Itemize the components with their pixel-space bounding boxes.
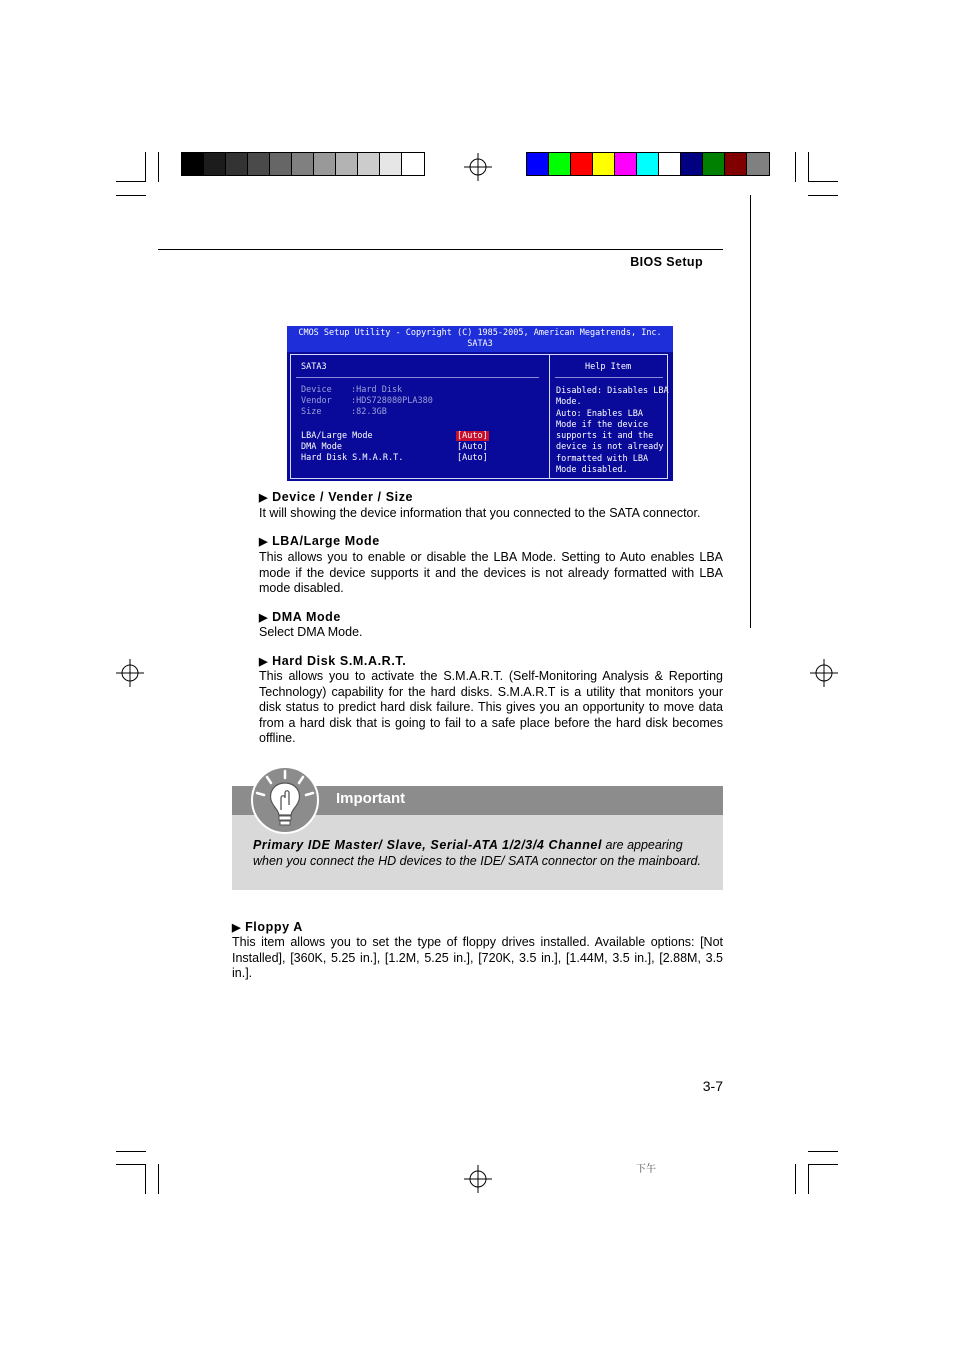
color-swatch	[725, 153, 747, 175]
bios-divider	[549, 354, 550, 479]
page-number: 3-7	[702, 1078, 723, 1094]
color-swatch	[681, 153, 703, 175]
bios-setting-dma[interactable]: DMA Mode	[301, 442, 342, 452]
color-swatch	[182, 153, 204, 175]
bios-panel-title: SATA3	[301, 362, 327, 372]
important-body-text: are appearing when you connect the HD devices to the IDE/ SATA connector on the mainboard.	[253, 838, 701, 868]
bios-setting-lba-value[interactable]	[456, 431, 489, 442]
color-swatch	[358, 153, 380, 175]
item-heading: ▶ Hard Disk S.M.A.R.T.	[259, 654, 407, 668]
color-swatch	[637, 153, 659, 175]
registration-crosshair-icon	[116, 659, 144, 687]
bios-info-value: :82.3GB	[351, 407, 387, 417]
bios-help-title: Help Item	[585, 362, 632, 372]
item-title: DMA Mode	[272, 610, 341, 624]
bios-copyright-line: CMOS Setup Utility - Copyright (C) 1985-2005, American Megatrends, Inc.	[298, 328, 662, 338]
color-swatch	[747, 153, 769, 175]
bios-screen-name: SATA3	[467, 339, 493, 349]
color-swatch	[659, 153, 681, 175]
color-swatch	[402, 153, 424, 175]
item-description: Select DMA Mode.	[259, 625, 363, 639]
bios-separator	[296, 377, 539, 378]
gray-color-bar	[181, 152, 425, 176]
color-swatch	[615, 153, 637, 175]
color-swatch	[527, 153, 549, 175]
item-heading: ▶ DMA Mode	[259, 610, 341, 624]
important-title: Important	[336, 790, 406, 807]
item-heading: ▶ LBA/Large Mode	[259, 534, 380, 548]
item-title: LBA/Large Mode	[272, 534, 380, 548]
color-bar	[526, 152, 770, 176]
bios-help-text: Disabled: Disables LBA Mode. Auto: Enables LBA Mode if the device supports it and the device is not already formatted with LBA Mode disabled.	[556, 386, 669, 476]
item-title: Device / Vender / Size	[272, 490, 414, 504]
item-description: This allows you to enable or disable the LBA Mode. Setting to Auto enables LBA mode if the device supports it and the devices is not already formatted with LBA mode disabled.	[259, 550, 723, 596]
item-title: Hard Disk S.M.A.R.T.	[272, 654, 407, 668]
color-swatch	[380, 153, 402, 175]
bios-setting-smart[interactable]: Hard Disk S.M.A.R.T.	[301, 453, 404, 463]
color-swatch	[204, 153, 226, 175]
item-description: This item allows you to set the type of floppy drives installed. Available options: [Not Installed], [360K, 5.25 in.], [1.2M, 5.25 in.], [720K, 3.5 in.], [1.44M, 3.5 in.], [2.88M, 3.5 in.].	[232, 935, 723, 981]
bios-setting-lba[interactable]: LBA/Large Mode	[301, 431, 373, 441]
item-heading: ▶ Floppy A	[232, 920, 303, 934]
bios-info-label: Device	[301, 385, 332, 395]
important-text	[253, 838, 715, 869]
color-swatch	[314, 153, 336, 175]
header-rule	[158, 249, 723, 250]
color-swatch	[248, 153, 270, 175]
item-description: It will showing the device information that you connected to the SATA connector.	[259, 506, 701, 520]
important-bold-text: Primary IDE Master/ Slave, Serial-ATA 1/2/3/4 Channel	[253, 838, 603, 852]
bios-info-label: Size	[301, 407, 322, 417]
item-title: Floppy A	[245, 920, 303, 934]
footer-mark: 下午	[636, 1164, 656, 1175]
registration-crosshair-icon	[810, 659, 838, 687]
registration-crosshair-icon	[464, 153, 492, 181]
color-swatch	[549, 153, 571, 175]
bios-screenshot	[287, 326, 673, 481]
item-description: This allows you to activate the S.M.A.R.T. (Self-Monitoring Analysis & Reporting Technology) capability for the hard disks. S.M.A.R.T is a utility that monitors your disk status to predict hard disk failure. This gives you an opportunity to move data from a hard disk that is going to fail to a safe place before the hard disk becomes offline.	[259, 669, 723, 746]
bios-setting-smart-value[interactable]: [Auto]	[457, 453, 488, 463]
lightbulb-icon	[250, 765, 320, 835]
side-rule	[750, 195, 751, 628]
color-swatch	[270, 153, 292, 175]
bios-title-bar	[287, 326, 673, 352]
color-swatch	[703, 153, 725, 175]
bios-separator	[555, 377, 663, 378]
item-heading: ▶ Device / Vender / Size	[259, 490, 414, 504]
bios-setting-dma-value[interactable]: [Auto]	[457, 442, 488, 452]
bios-info-label: Vendor	[301, 396, 332, 406]
color-swatch	[593, 153, 615, 175]
bios-info-value: :HDS728080PLA380	[351, 396, 433, 406]
color-swatch	[292, 153, 314, 175]
color-swatch	[226, 153, 248, 175]
bios-selected-value[interactable]: [Auto]	[457, 431, 488, 441]
bios-info-value: :Hard Disk	[351, 385, 403, 395]
color-swatch	[571, 153, 593, 175]
color-swatch	[336, 153, 358, 175]
registration-crosshair-icon	[464, 1165, 492, 1193]
section-title: BIOS Setup	[630, 255, 703, 269]
